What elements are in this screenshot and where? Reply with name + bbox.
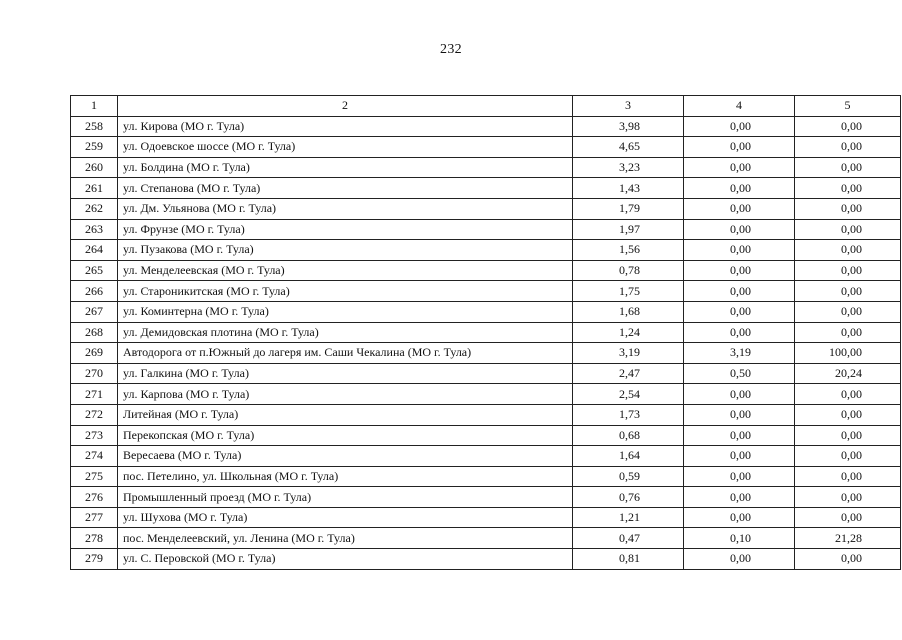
- col5-value-cell: 0,00: [795, 281, 901, 302]
- col4-value-cell: 0,00: [684, 549, 795, 570]
- table-row: [71, 363, 901, 384]
- row-number-cell: 260: [71, 157, 118, 178]
- table-row: [71, 549, 901, 570]
- col5-value-cell: 0,00: [795, 507, 901, 528]
- col4-value-cell: 0,10: [684, 528, 795, 549]
- col4-value-cell: 0,00: [684, 281, 795, 302]
- col4-value-cell: 0,00: [684, 157, 795, 178]
- table-row: [71, 281, 901, 302]
- table-row: [71, 446, 901, 467]
- col3-value-cell: 0,81: [573, 549, 684, 570]
- col5-value-cell: 0,00: [795, 446, 901, 467]
- table-row: [71, 219, 901, 240]
- col4-value-cell: 0,00: [684, 404, 795, 425]
- col3-value-cell: 4,65: [573, 137, 684, 158]
- table-row: [71, 507, 901, 528]
- col4-value-cell: 0,00: [684, 116, 795, 137]
- table-body: [71, 116, 901, 569]
- col5-value-cell: 0,00: [795, 260, 901, 281]
- table-row: [71, 528, 901, 549]
- table-row: [71, 322, 901, 343]
- row-number-cell: 263: [71, 219, 118, 240]
- table-row: [71, 178, 901, 199]
- row-number-cell: 276: [71, 487, 118, 508]
- col3-value-cell: 0,68: [573, 425, 684, 446]
- row-number-cell: 261: [71, 178, 118, 199]
- road-name-cell: ул. Кирова (МО г. Тула): [118, 116, 573, 137]
- col4-value-cell: 0,50: [684, 363, 795, 384]
- row-number-cell: 267: [71, 301, 118, 322]
- road-name-cell: ул. Староникитская (МО г. Тула): [118, 281, 573, 302]
- table-row: [71, 425, 901, 446]
- table-header: [71, 96, 901, 117]
- col3-value-cell: 2,47: [573, 363, 684, 384]
- col3-value-cell: 3,98: [573, 116, 684, 137]
- road-name-cell: пос. Петелино, ул. Школьная (МО г. Тула): [118, 466, 573, 487]
- col4-value-cell: 0,00: [684, 466, 795, 487]
- road-name-cell: ул. Демидовская плотина (МО г. Тула): [118, 322, 573, 343]
- row-number-cell: 265: [71, 260, 118, 281]
- col4-value-cell: 0,00: [684, 384, 795, 405]
- col4-value-cell: 3,19: [684, 343, 795, 364]
- col3-value-cell: 1,64: [573, 446, 684, 467]
- road-name-cell: пос. Менделеевский, ул. Ленина (МО г. Тула): [118, 528, 573, 549]
- road-name-cell: Перекопская (МО г. Тула): [118, 425, 573, 446]
- row-number-cell: 273: [71, 425, 118, 446]
- row-number-cell: 275: [71, 466, 118, 487]
- table-row: [71, 343, 901, 364]
- road-name-cell: ул. С. Перовской (МО г. Тула): [118, 549, 573, 570]
- col3-value-cell: 0,59: [573, 466, 684, 487]
- col3-value-cell: 1,79: [573, 198, 684, 219]
- row-number-cell: 268: [71, 322, 118, 343]
- col5-value-cell: 0,00: [795, 466, 901, 487]
- column-header-1: 1: [71, 96, 118, 117]
- col3-value-cell: 1,24: [573, 322, 684, 343]
- col4-value-cell: 0,00: [684, 137, 795, 158]
- col4-value-cell: 0,00: [684, 322, 795, 343]
- col4-value-cell: 0,00: [684, 487, 795, 508]
- col5-value-cell: 0,00: [795, 549, 901, 570]
- col3-value-cell: 3,19: [573, 343, 684, 364]
- row-number-cell: 258: [71, 116, 118, 137]
- col3-value-cell: 1,97: [573, 219, 684, 240]
- row-number-cell: 270: [71, 363, 118, 384]
- col4-value-cell: 0,00: [684, 240, 795, 261]
- col5-value-cell: 0,00: [795, 116, 901, 137]
- road-name-cell: ул. Менделеевская (МО г. Тула): [118, 260, 573, 281]
- table-row: [71, 384, 901, 405]
- col3-value-cell: 1,75: [573, 281, 684, 302]
- col3-value-cell: 1,56: [573, 240, 684, 261]
- row-number-cell: 271: [71, 384, 118, 405]
- road-name-cell: ул. Карпова (МО г. Тула): [118, 384, 573, 405]
- row-number-cell: 264: [71, 240, 118, 261]
- table-row: [71, 116, 901, 137]
- header-row: [71, 96, 901, 117]
- col4-value-cell: 0,00: [684, 260, 795, 281]
- column-header-3: 3: [573, 96, 684, 117]
- col3-value-cell: 0,76: [573, 487, 684, 508]
- road-name-cell: Вересаева (МО г. Тула): [118, 446, 573, 467]
- col4-value-cell: 0,00: [684, 178, 795, 199]
- row-number-cell: 262: [71, 198, 118, 219]
- col5-value-cell: 100,00: [795, 343, 901, 364]
- col3-value-cell: 3,23: [573, 157, 684, 178]
- table-row: [71, 137, 901, 158]
- column-header-2: 2: [118, 96, 573, 117]
- table-row: [71, 404, 901, 425]
- col5-value-cell: 0,00: [795, 198, 901, 219]
- col5-value-cell: 0,00: [795, 240, 901, 261]
- row-number-cell: 274: [71, 446, 118, 467]
- row-number-cell: 272: [71, 404, 118, 425]
- col5-value-cell: 0,00: [795, 178, 901, 199]
- row-number-cell: 278: [71, 528, 118, 549]
- road-name-cell: Автодорога от п.Южный до лагеря им. Саши Чекалина (МО г. Тула): [118, 343, 573, 364]
- col3-value-cell: 1,68: [573, 301, 684, 322]
- road-name-cell: ул. Галкина (МО г. Тула): [118, 363, 573, 384]
- road-name-cell: ул. Болдина (МО г. Тула): [118, 157, 573, 178]
- roads-table: [70, 95, 901, 570]
- col3-value-cell: 1,43: [573, 178, 684, 199]
- col5-value-cell: 0,00: [795, 301, 901, 322]
- col5-value-cell: 0,00: [795, 404, 901, 425]
- page-number: 232: [440, 42, 462, 57]
- col5-value-cell: 0,00: [795, 322, 901, 343]
- table-row: [71, 198, 901, 219]
- col4-value-cell: 0,00: [684, 507, 795, 528]
- col4-value-cell: 0,00: [684, 425, 795, 446]
- col5-value-cell: 0,00: [795, 157, 901, 178]
- road-name-cell: Литейная (МО г. Тула): [118, 404, 573, 425]
- col5-value-cell: 0,00: [795, 137, 901, 158]
- table-row: [71, 240, 901, 261]
- col5-value-cell: 20,24: [795, 363, 901, 384]
- col5-value-cell: 0,00: [795, 384, 901, 405]
- table-row: [71, 157, 901, 178]
- table-row: [71, 487, 901, 508]
- column-header-4: 4: [684, 96, 795, 117]
- row-number-cell: 259: [71, 137, 118, 158]
- table-row: [71, 260, 901, 281]
- col3-value-cell: 0,47: [573, 528, 684, 549]
- table-row: [71, 301, 901, 322]
- col5-value-cell: 0,00: [795, 219, 901, 240]
- col4-value-cell: 0,00: [684, 219, 795, 240]
- col3-value-cell: 1,73: [573, 404, 684, 425]
- col3-value-cell: 0,78: [573, 260, 684, 281]
- row-number-cell: 279: [71, 549, 118, 570]
- road-name-cell: ул. Одоевское шоссе (МО г. Тула): [118, 137, 573, 158]
- road-name-cell: ул. Шухова (МО г. Тула): [118, 507, 573, 528]
- road-name-cell: ул. Дм. Ульянова (МО г. Тула): [118, 198, 573, 219]
- road-name-cell: ул. Степанова (МО г. Тула): [118, 178, 573, 199]
- col5-value-cell: 0,00: [795, 425, 901, 446]
- column-header-5: 5: [795, 96, 901, 117]
- col5-value-cell: 21,28: [795, 528, 901, 549]
- col3-value-cell: 2,54: [573, 384, 684, 405]
- row-number-cell: 266: [71, 281, 118, 302]
- road-name-cell: ул. Фрунзе (МО г. Тула): [118, 219, 573, 240]
- col4-value-cell: 0,00: [684, 301, 795, 322]
- col5-value-cell: 0,00: [795, 487, 901, 508]
- road-name-cell: ул. Пузакова (МО г. Тула): [118, 240, 573, 261]
- col4-value-cell: 0,00: [684, 446, 795, 467]
- col3-value-cell: 1,21: [573, 507, 684, 528]
- road-name-cell: ул. Коминтерна (МО г. Тула): [118, 301, 573, 322]
- row-number-cell: 269: [71, 343, 118, 364]
- col4-value-cell: 0,00: [684, 198, 795, 219]
- table-row: [71, 466, 901, 487]
- row-number-cell: 277: [71, 507, 118, 528]
- road-name-cell: Промышленный проезд (МО г. Тула): [118, 487, 573, 508]
